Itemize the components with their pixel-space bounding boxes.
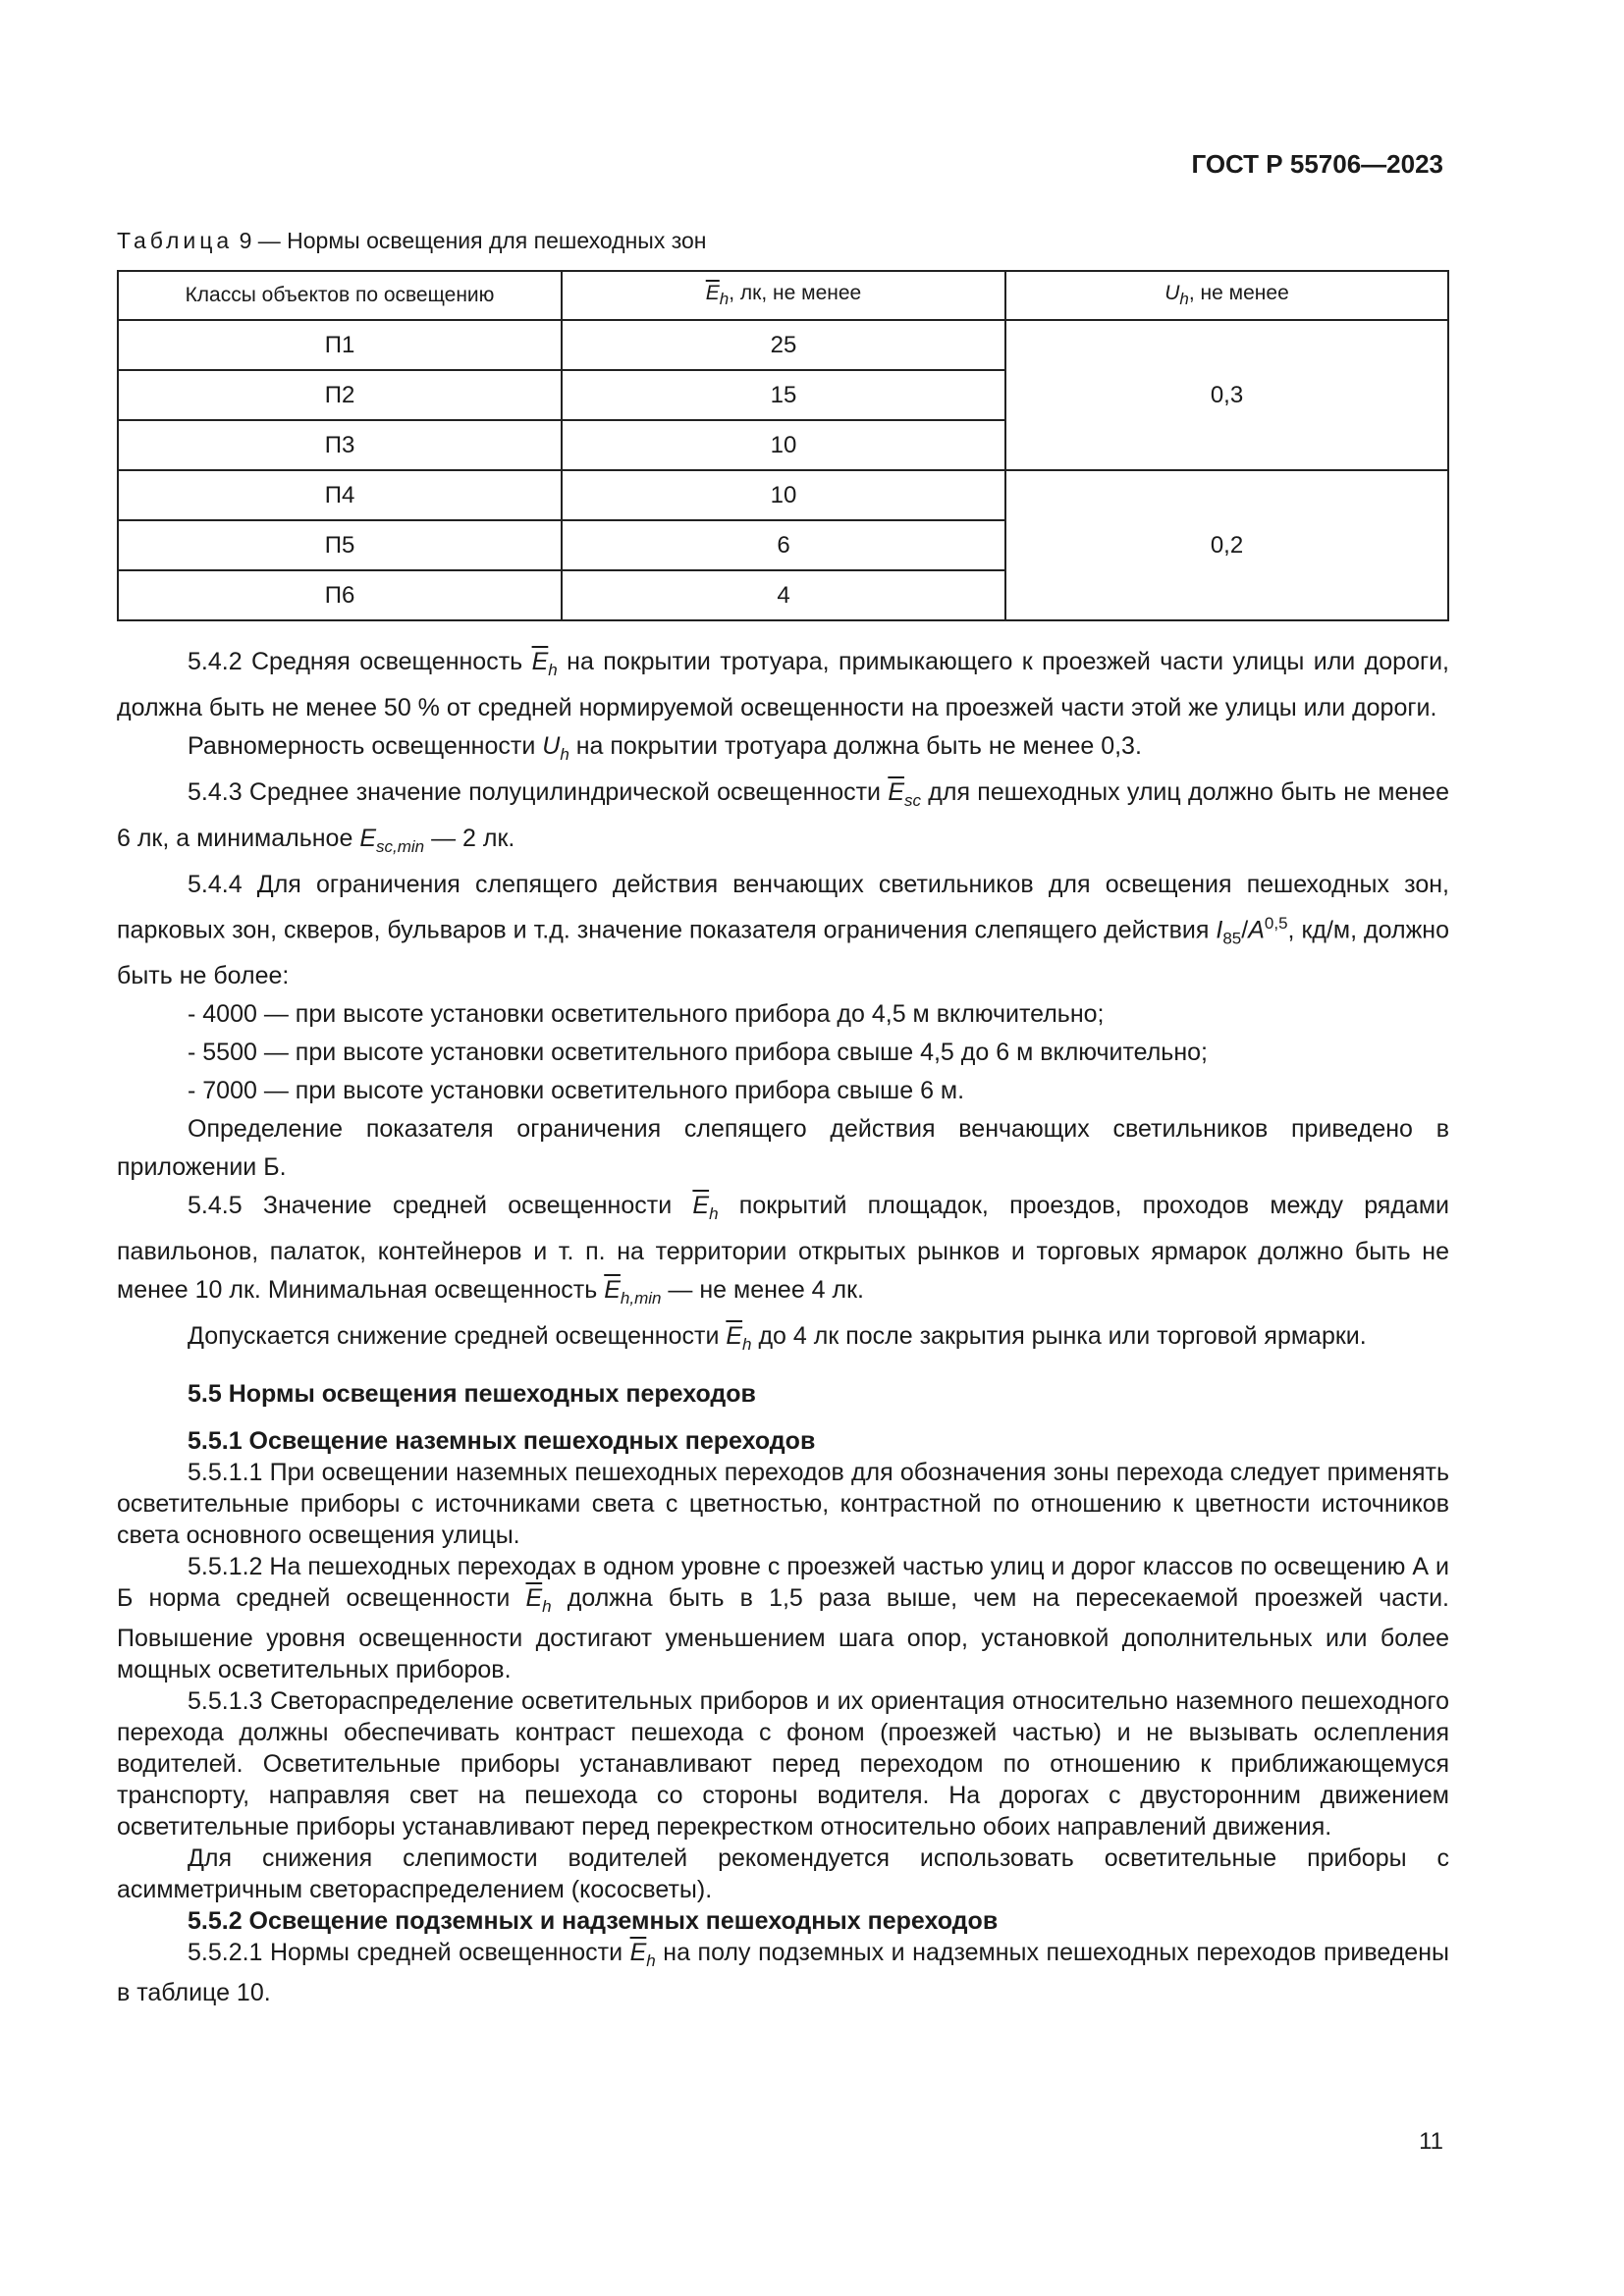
table-row [118, 470, 1448, 520]
table-header-row [118, 271, 1448, 320]
cell-eh: 10 [562, 470, 1005, 520]
subsection-heading-5-5-2: 5.5.2 Освещение подземных и надземных пешеходных переходов [188, 1907, 999, 1936]
section-5-5-1 [117, 1425, 1449, 2008]
cell-uh-group: 0,2 [1005, 470, 1448, 620]
cell-class: П3 [118, 420, 562, 470]
list-item: - 4000 — при высоте установки осветительного прибора до 4,5 м включительно; [188, 1000, 1105, 1029]
paragraph-glare-definition: Определение показателя ограничения слепящего действия венчающих светильников приведено в приложении Б. [117, 1115, 1449, 1182]
section-heading-5-5: 5.5 Нормы освещения пешеходных переходов [188, 1380, 756, 1409]
cell-class: П4 [118, 470, 562, 520]
header-uh: $U_h$, не менее [1005, 271, 1448, 320]
list-item: - 7000 — при высоте установки осветительного прибора свыше 6 м. [188, 1077, 965, 1105]
table-row [118, 320, 1448, 370]
table-caption [117, 228, 707, 254]
paragraph-uniformity: Равномерность освещенности $U_h$ на покрытии тротуара должна быть не менее 0,3. [188, 732, 1142, 764]
paragraph-reduction: Допускается снижение средней освещенности $\overline{E}_h$ до 4 лк после закрытия рынка или торговой ярмарки. [188, 1322, 1367, 1355]
paragraph-5-5-1-2: 5.5.1.2 На пешеходных переходах в одном уровне с проезжей частью улиц и дорог классов по освещению А и Б норма средней освещенности $\overline{E}_h$ должна быть в 1,5 раза выше, чем на пересекаемой проезжей части. Повышение уровня освещенности достигают уменьшением шага опор, установкой дополнительных или более мощных осветительных приборов. [117, 1553, 1449, 1684]
cell-class: П1 [118, 320, 562, 370]
cell-class: П2 [118, 370, 562, 420]
list-item: - 5500 — при высоте установки осветительного прибора свыше 4,5 до 6 м включительно; [188, 1039, 1208, 1067]
cell-class: П6 [118, 570, 562, 620]
cell-eh: 6 [562, 520, 1005, 570]
page-number: 11 [1419, 2128, 1443, 2155]
paragraph-5-4-5: 5.4.5 Значение средней освещенности $\overline{E}_h$ покрытий площадок, проездов, проходов между рядами павильонов, палаток, контейнеров и т. п. на территории открытых рынков и торговых ярмарок должно быть не менее 10 лк. Минимальная освещенность $\overline{E}_{h,min}$ — не менее 4 лк. [117, 1192, 1449, 1308]
cell-eh: 10 [562, 420, 1005, 470]
cell-class: П5 [118, 520, 562, 570]
cell-eh: 4 [562, 570, 1005, 620]
paragraph-5-4-4: 5.4.4 Для ограничения слепящего действия венчающих светильников для освещения пешеходных зон, парковых зон, скверов, бульваров и т.д. значение показателя ограничения слепящего действия $I_{85}/A^{0,5}$, кд/м, должно быть не более: [117, 871, 1450, 990]
header-class: Классы объектов по освещению [118, 271, 562, 320]
cell-eh: 15 [562, 370, 1005, 420]
paragraph-5-4-3: 5.4.3 Среднее значение полуцилиндрической освещенности $\overline{E}_{sc}$ для пешеходных улиц должно быть не менее 6 лк, а минимальное $E_{sc,min}$ — 2 лк. [117, 778, 1449, 856]
lighting-norms-table [117, 270, 1449, 621]
header-eh: $\overline{E}_h$, лк, не менее [562, 271, 1005, 320]
table-caption-text: 9 — Нормы освещения для пешеходных зон [239, 228, 707, 253]
paragraph-5-4-2: 5.4.2 Средняя освещенность $\overline{E}_h$ на покрытии тротуара, примыкающего к проезжей части улицы или дороги, должна быть не менее 50 % от средней нормируемой освещенности на проезжей части этой же улицы или дороги. [117, 648, 1449, 721]
subsection-heading-5-5-1: 5.5.1 Освещение наземных пешеходных переходов [188, 1427, 816, 1456]
paragraph-glare-reduction: Для снижения слепимости водителей рекомендуется использовать осветительные приборы с асимметричным светораспределением (кососветы). [117, 1844, 1449, 1904]
paragraph-5-5-2-1: 5.5.2.1 Нормы средней освещенности $\overline{E}_h$ на полу подземных и надземных пешеходных переходов приведены в таблице 10. [117, 1939, 1449, 2007]
cell-eh: 25 [562, 320, 1005, 370]
cell-uh-group: 0,3 [1005, 320, 1448, 470]
body-text [117, 643, 1449, 2008]
paragraph-5-5-1-3: 5.5.1.3 Светораспределение осветительных приборов и их ориентация относительно наземного пешеходного перехода должны обеспечивать контраст пешехода с фоном (проезжей частью) и не вызывать ослепления водителей. Осветительные приборы устанавливают перед переходом по отношению к приближающемуся транспорту, направляя свет на пешехода со стороны водителя. На дорогах с двусторонним движением осветительные приборы устанавливают перед перекрестком относительно обоих направлений движения. [117, 1687, 1449, 1842]
document-id: ГОСТ Р 55706—2023 [1191, 149, 1443, 179]
paragraph-5-5-1-1: 5.5.1.1 При освещении наземных пешеходных переходов для обозначения зоны перехода следует применять осветительные приборы с источниками света с цветностью, контрастной по отношению к цветности источников света основного освещения улицы. [117, 1459, 1449, 1550]
table-caption-prefix: Таблица [117, 228, 234, 253]
